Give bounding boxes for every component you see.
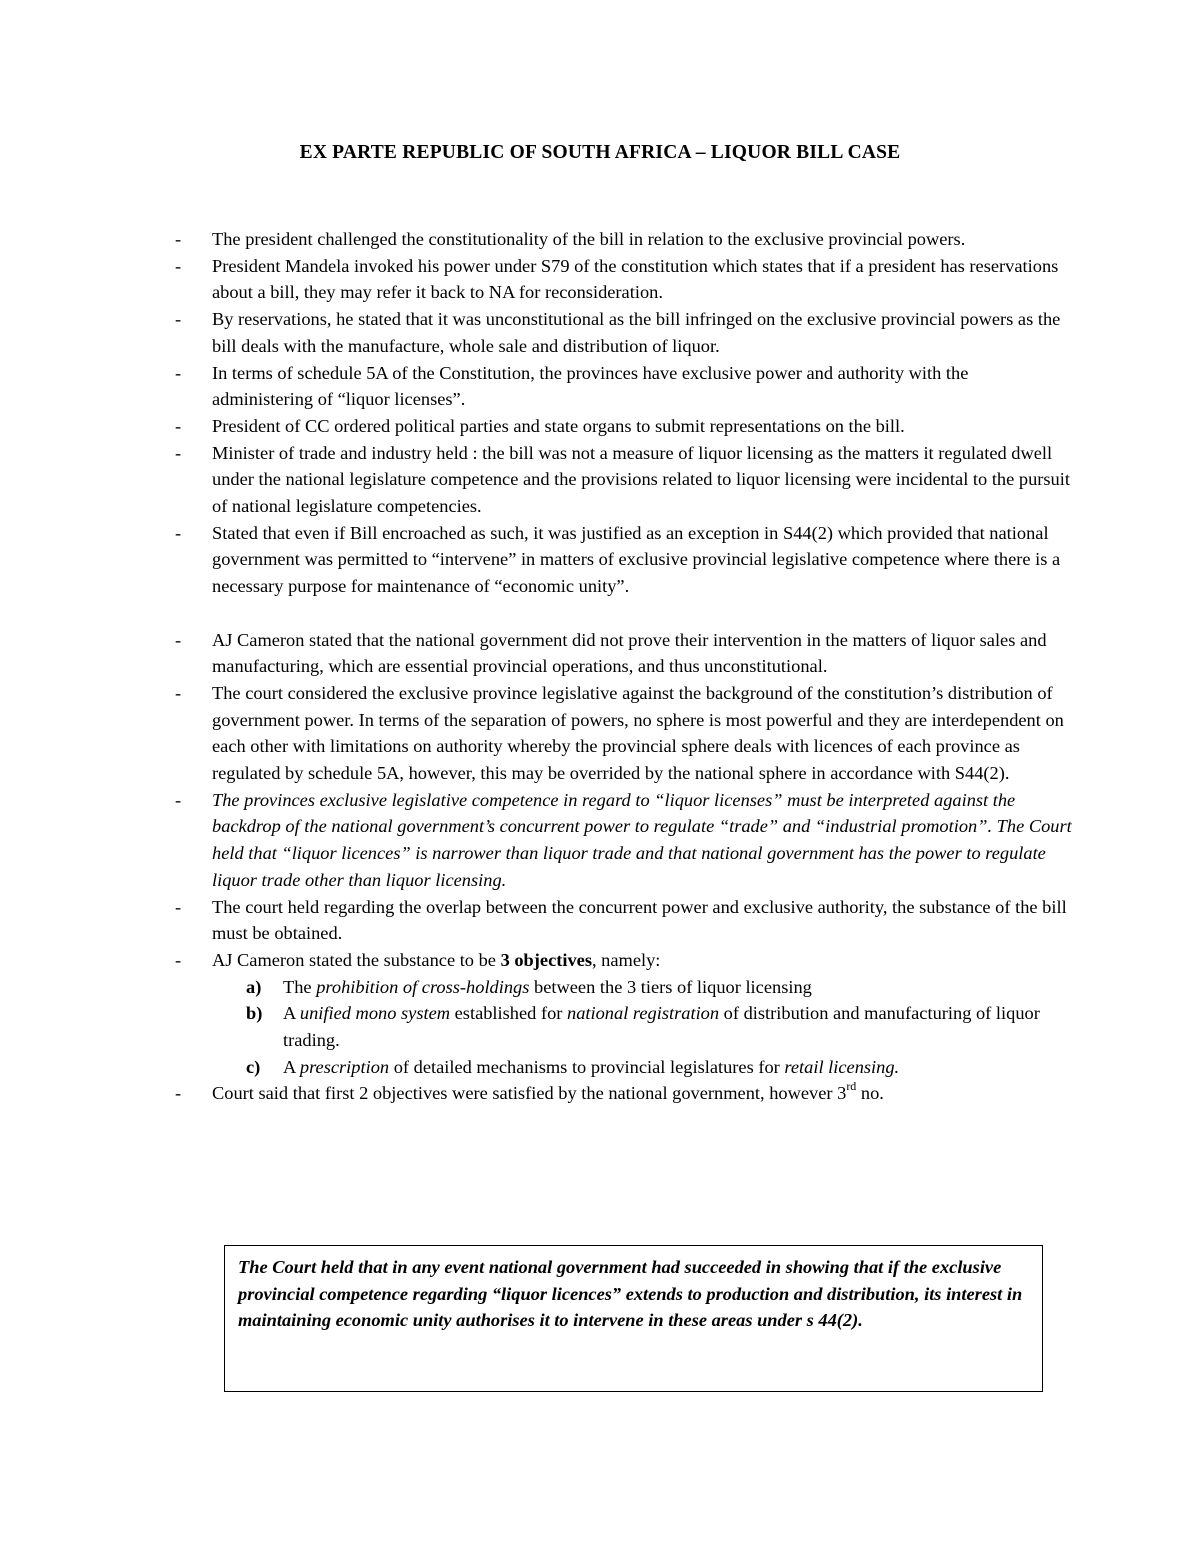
- list-item: [0, 627, 1072, 680]
- objective-text: between the 3 tiers of liquor licensing: [529, 976, 812, 997]
- list-item: [0, 680, 1072, 787]
- objectives-intro-text: AJ Cameron stated the substance to be: [212, 949, 501, 970]
- list-item: [0, 1080, 1072, 1107]
- list-item-text: AJ Cameron stated that the national government did not prove their intervention in the matters of liquor sales and manufacturing, which are essential provincial operations, and thus unconstitutional.: [212, 629, 1047, 677]
- bullet-list: [0, 226, 1200, 1107]
- objective-item: [0, 1000, 1083, 1053]
- objective-text: established for: [450, 1003, 567, 1024]
- list-item-text: President Mandela invoked his power under S79 of the constitution which states that if a president has reservations about a bill, they may refer it back to NA for reconsideration.: [212, 255, 1059, 303]
- bullet-dash: -: [175, 789, 182, 810]
- objective-label: a): [246, 976, 262, 997]
- bullet-dash: -: [175, 949, 182, 970]
- objective-text: of detailed mechanisms to provincial legislatures for: [389, 1056, 785, 1077]
- objective-label: c): [246, 1056, 261, 1077]
- objective-emphasis: prohibition of cross-holdings: [316, 976, 530, 997]
- bullet-dash: -: [175, 362, 182, 383]
- objective-emphasis: retail licensing.: [784, 1056, 900, 1077]
- page-title: EX PARTE REPUBLIC OF SOUTH AFRICA – LIQUOR BILL CASE: [299, 142, 901, 163]
- objective-text: A: [283, 1003, 300, 1024]
- list-item-italic: [0, 787, 1072, 894]
- objective-emphasis: national registration: [567, 1003, 720, 1024]
- bullet-dash: -: [175, 522, 182, 543]
- objective-emphasis: prescription: [299, 1056, 390, 1077]
- list-item: [0, 306, 1072, 359]
- bullet-dash: -: [175, 309, 182, 330]
- objectives-intro: [0, 947, 1072, 974]
- list-item: [0, 520, 1072, 600]
- list-item: [0, 894, 1072, 947]
- objective-text: The: [283, 976, 317, 997]
- bullet-dash: -: [175, 442, 182, 463]
- list-item: [0, 253, 1072, 306]
- bullet-dash: -: [175, 255, 182, 276]
- holding-box: [224, 1245, 1043, 1392]
- objective-text: A: [283, 1056, 300, 1077]
- objective-item: [0, 1054, 1083, 1081]
- list-item-text: no.: [856, 1083, 884, 1104]
- objective-emphasis: unified mono system: [299, 1003, 451, 1024]
- list-item-text: The president challenged the constitutionality of the bill in relation to the exclusive provincial powers.: [212, 229, 966, 249]
- list-item-text: The provinces exclusive legislative competence in regard to “liquor licenses” must be interpreted against the backdrop of the national government’s concurrent power to regulate “trade” and “industrial promotion”. The Court held that “liquor licences” is narrower than liquor trade and that national government has the power to regulate liquor trade other than liquor licensing.: [212, 789, 1072, 890]
- list-item-text: Court said that first 2 objectives were satisfied by the national government, however 3: [212, 1083, 847, 1104]
- list-item: [0, 413, 1072, 440]
- objective-label: b): [246, 1003, 263, 1024]
- list-item: [0, 360, 1072, 413]
- list-item: [0, 440, 1072, 520]
- list-item: [0, 226, 1072, 253]
- bullet-dash: -: [175, 229, 182, 249]
- ordinal-superscript: rd: [846, 1079, 857, 1094]
- bullet-dash: -: [175, 415, 182, 436]
- list-item-text: The court held regarding the overlap between the concurrent power and exclusive authority, the substance of the bill must be obtained.: [212, 896, 1067, 944]
- bullet-dash: -: [175, 682, 182, 703]
- list-item-text: In terms of schedule 5A of the Constitution, the provinces have exclusive power and authority with the administering of “liquor licenses”.: [212, 362, 969, 410]
- list-item-text: Stated that even if Bill encroached as such, it was justified as an exception in S44(2) which provided that national government was permitted to “intervene” in matters of exclusive provincial legislative competence where there is a necessary purpose for maintenance of “economic unity”.: [212, 522, 1061, 597]
- bullet-dash: -: [175, 896, 182, 917]
- objective-item: [0, 974, 1083, 1001]
- objective-text: of distribution and manufacturing of liquor trading.: [283, 1003, 1040, 1051]
- objectives-count: 3 objectives: [500, 949, 592, 970]
- bullet-dash: -: [175, 1083, 182, 1104]
- list-item-text: Minister of trade and industry held : the bill was not a measure of liquor licensing as the matters it regulated dwell under the national legislature competence and the provisions related to liquor licensing were incidental to the pursuit of national legislature competencies.: [212, 442, 1070, 517]
- holding-text: The Court held that in any event national government had succeeded in showing that if the exclusive provincial competence regarding “liquor licences” extends to production and distribution, its interest in maintaining economic unity authorises it to intervene in these areas under s 44(2).: [238, 1257, 1023, 1331]
- bullet-dash: -: [175, 629, 182, 650]
- list-item-text: By reservations, he stated that it was unconstitutional as the bill infringed on the exclusive provincial powers as the bill deals with the manufacture, whole sale and distribution of liquor.: [212, 309, 1061, 356]
- objectives-intro-tail: , namely:: [591, 949, 661, 970]
- list-item-text: President of CC ordered political parties and state organs to submit representations on the bill.: [212, 415, 905, 436]
- list-item-text: The court considered the exclusive province legislative against the background of the constitution’s distribution of government power. In terms of the separation of powers, no sphere is most powerful and they are interdependent on each other with limitations on authority whereby the provincial sphere deals with licences of each province as regulated by schedule 5A, however, this may be overrided by the national sphere in accordance with S44(2).: [212, 682, 1064, 784]
